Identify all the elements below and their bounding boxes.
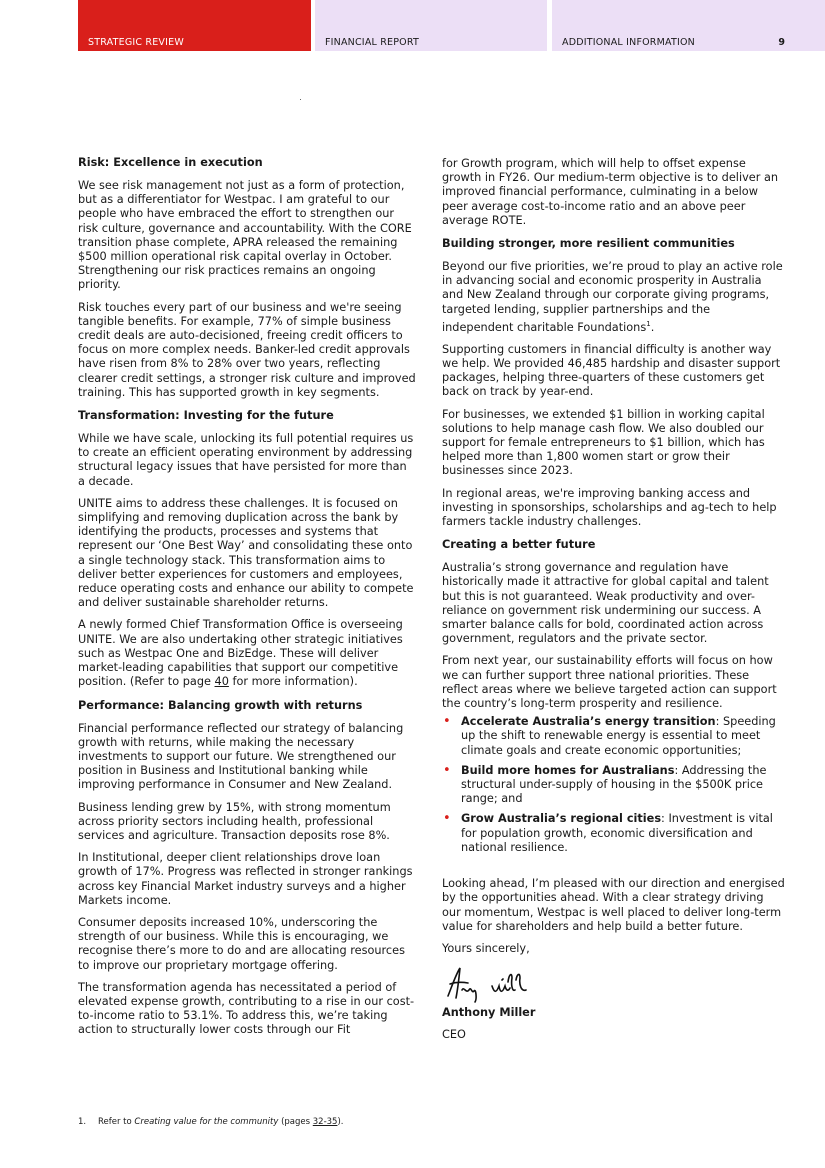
- footnote-marker: 1: [646, 319, 651, 328]
- footnote-mid: (pages: [278, 1117, 313, 1127]
- performance-paragraph-4: Consumer deposits increased 10%, underscoring the strength of our business. While this is encouraging, we recognise there’s more to do and are allocating resources to improve our proprietary mortgage offering.: [78, 915, 405, 972]
- sign-off: Yours sincerely,: [442, 941, 530, 955]
- communities-paragraph-1-text: Beyond our five priorities, we’re proud to play an active role in advancing social and economic prosperity in Australia and New Zealand through our corporate giving programs, targeted lending, supplier partnerships and the independent charitable Foundations: [442, 260, 783, 334]
- right-column: [442, 157, 785, 1051]
- footnote-text: Refer to: [98, 1117, 135, 1127]
- tab-strategic-review[interactable]: [78, 0, 311, 51]
- footnote-end: ).: [337, 1117, 344, 1127]
- risk-paragraph-2: Risk touches every part of our business and we're seeing tangible benefits. For example, 77% of simple business credit deals are auto-decisioned, freeing credit officers to focus on more complex needs. Banker-led credit approvals have risen from 8% to 28% over two years, reflecting clearer credit settings, a stronger risk culture and improved training. This has supported growth in key segments.: [78, 300, 416, 399]
- communities-paragraph-1: Beyond our five priorities, we’re proud to play an active role in advancing social and economic prosperity in Australia and New Zealand through our corporate giving programs, targeted lending, supplier partnerships and the independent charitable Foundations$^1$.: [442, 260, 783, 334]
- future-heading: Creating a better future: [442, 538, 596, 552]
- stray-dot: [300, 99, 301, 100]
- transformation-heading: Transformation: Investing for the future: [78, 409, 334, 423]
- priority-3-text: : Investment is vital for population growth, economic diversification and national resilience.: [461, 812, 773, 854]
- risk-paragraph-1: We see risk management not just as a form of protection, but as a differentiator for Westpac. I am grateful to our people who have embraced the effort to strengthen our risk culture, governance and accountability. With the CORE transition phase complete, APRA released the remaining $500 million operational risk capital overlay in October. Strengthening our risk practices remains an ongoing priority.: [78, 179, 412, 292]
- signer-title: CEO: [442, 1028, 466, 1042]
- tab-financial-report-label: FINANCIAL REPORT: [325, 37, 419, 48]
- footnote-number: 1.: [78, 1117, 87, 1127]
- left-column: [78, 154, 416, 1046]
- future-paragraph-1: Australia’s strong governance and regulation have historically made it attractive for global capital and talent but this is not guaranteed. Weak productivity and over-reliance on government risk undermining our success. A smarter balance calls for bold, coordinated action across government, regulators and the private sector.: [442, 561, 769, 646]
- list-item: [442, 764, 785, 807]
- pages-32-35-link[interactable]: 32-35: [312, 1117, 338, 1127]
- priority-3-title: Grow Australia’s regional cities: [461, 812, 662, 826]
- tab-additional-information-label: ADDITIONAL INFORMATION: [562, 37, 695, 48]
- communities-paragraph-3: For businesses, we extended $1 billion in working capital solutions to help manage cash flow. We also doubled our support for female entrepreneurs to $1 billion, which has helped more than 1,800 women start or grow their businesses since 2023.: [442, 407, 765, 478]
- list-item: [442, 812, 785, 855]
- transformation-paragraph-1: While we have scale, unlocking its full potential requires us to create an efficient operating environment by addressing structural legacy issues that have persisted for more than a decade.: [78, 432, 414, 488]
- performance-paragraph-3: In Institutional, deeper client relationships drove loan growth of 17%. Progress was reflected in stronger rankings across key Financial Market industry surveys and a higher Markets income.: [78, 851, 413, 907]
- continuation-paragraph: for Growth program, which will help to offset expense growth in FY26. Our medium-term objective is to deliver an improved financial performance, culminating in a below peer average cost-to-income ratio and an above peer average ROTE.: [442, 157, 779, 227]
- footnote: [78, 1117, 344, 1127]
- priority-1-title: Accelerate Australia’s energy transition: [461, 715, 716, 729]
- priority-2-text: : Addressing the structural under-supply of housing in the $500K price range; and: [461, 763, 767, 806]
- signature-drawing: [442, 964, 552, 1004]
- priorities-list: [442, 715, 785, 855]
- page-number: 9: [778, 37, 785, 48]
- tab-additional-information[interactable]: [552, 0, 825, 51]
- tab-financial-report[interactable]: [315, 0, 547, 51]
- priority-2-title: Build more homes for Australians: [461, 763, 675, 777]
- signature: [442, 964, 785, 1004]
- tab-strategic-review-label: STRATEGIC REVIEW: [88, 37, 184, 48]
- transformation-paragraph-3-end: for more information).: [228, 675, 358, 689]
- performance-paragraph-2: Business lending grew by 15%, with strong momentum across priority sectors including health, professional services and agriculture. Transaction deposits rose 8%.: [78, 800, 391, 842]
- communities-paragraph-4: In regional areas, we're improving banking access and investing in sponsorships, scholarships and ag-tech to help farmers tackle industry challenges.: [442, 486, 777, 529]
- transformation-paragraph-3: [78, 618, 416, 689]
- signer-name: Anthony Miller: [442, 1006, 536, 1020]
- communities-paragraph-2: Supporting customers in financial difficulty is another way we help. We provided 46,485 hardship and disaster support packages, helping three-quarters of these customers get back on track by year-end.: [442, 342, 781, 399]
- footnote-italic: Creating value for the community: [134, 1117, 279, 1127]
- performance-heading: Performance: Balancing growth with returns: [78, 698, 363, 712]
- communities-heading: Building stronger, more resilient communities: [442, 237, 735, 251]
- page-40-link[interactable]: 40: [214, 675, 229, 689]
- risk-heading: Risk: Excellence in execution: [78, 156, 263, 169]
- performance-paragraph-1: Financial performance reflected our strategy of balancing growth with returns, while making the necessary investments to support our future. We strengthened our position in Business and Institutional banking while improving performance in Consumer and New Zealand.: [78, 721, 404, 792]
- closing-paragraph: Looking ahead, I’m pleased with our direction and energised by the opportunities ahead. With a clear strategy driving our momentum, Westpac is well placed to deliver long-term value for shareholders and help build a better future.: [442, 877, 785, 933]
- list-item: [442, 715, 785, 758]
- performance-paragraph-5: The transformation agenda has necessitated a period of elevated expense growth, contributing to a rise in our cost-to-income ratio to 53.1%. To address this, we’re taking action to structurally lower costs through our Fit: [78, 980, 415, 1037]
- future-paragraph-2: From next year, our sustainability efforts will focus on how we can further support three national priorities. These reflect areas where we believe targeted action can support the country’s long-term prosperity and resilience.: [442, 654, 777, 711]
- transformation-paragraph-3-text: A newly formed Chief Transformation Office is overseeing UNITE. We are also undertaking other strategic initiatives such as Westpac One and BizEdge. These will deliver market-leading capabilities that support our competitive position. (Refer to page: [78, 618, 403, 689]
- priority-1-text: : Speeding up the shift to renewable energy is essential to meet climate goals and create economic opportunities;: [461, 715, 776, 757]
- transformation-paragraph-2: UNITE aims to address these challenges. It is focused on simplifying and removing duplication across the bank by identifying the products, processes and systems that represent our ‘One Best Way’ and consolidating these onto a single technology stack. This transformation aims to deliver better experiences for customers and employees, reduce operating costs and enhance our ability to compete and deliver sustainable shareholder returns.: [78, 496, 414, 610]
